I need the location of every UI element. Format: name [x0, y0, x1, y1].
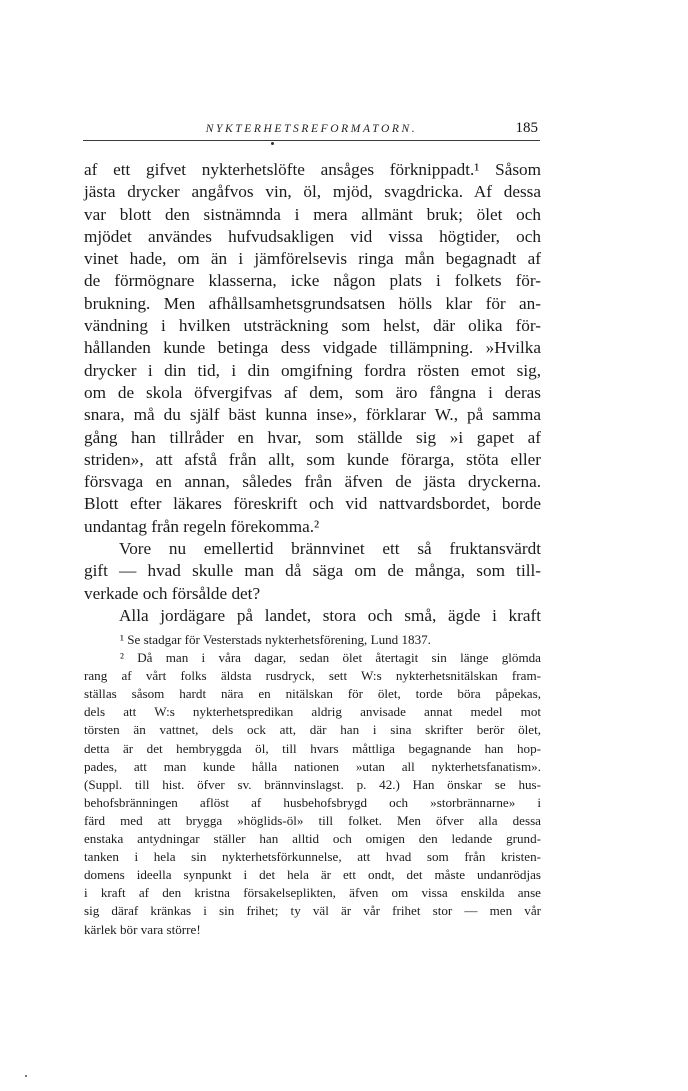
body-line: Alla jordägare på landet, stora och små, ägde i kraft	[119, 605, 541, 625]
footnote-line: pades, att man kunde hålla nationen »utan all nykterhetsfanatism».	[84, 758, 541, 774]
running-title: NYKTERHETSREFORMATORN.	[205, 123, 418, 135]
running-header	[83, 120, 540, 141]
footnote-line: törsten än vattnet, dels ock att, där han i sina skrifter berör ölet,	[84, 722, 541, 738]
body-line: om de skola öfvergifvas af dem, som äro fångna i deras	[84, 382, 541, 402]
body-line: striden», att afstå från allt, som kunde förarga, stöta eller	[84, 449, 541, 469]
footnote-line: (Suppl. till hist. öfver sv. brännvinslagst. p. 42.) Han önskar se hus-	[84, 776, 541, 792]
footnote-line: färd med att brygga »höglids-öl» till folket. Men öfver alla dessa	[84, 812, 541, 828]
body-line: Blott efter läkares föreskrift och vid nattvardsbordet, borde	[84, 494, 541, 514]
footnote-line: i kraft af den kristna försakelseplikten, äfven om vissa enskilda anse	[84, 885, 541, 901]
body-line: de förmögnare klasserna, icke någon plats i folkets för-	[84, 271, 541, 291]
page-number: 185	[515, 120, 538, 136]
scan-speck	[25, 1075, 27, 1077]
body-text	[84, 159, 541, 627]
footnote-line: rang af vårt folks äldsta rusdryck, sett W:s nykterhetsnitälskan fram-	[84, 668, 541, 684]
footnote-line: dels att W:s nykterhetspredikan aldrig anvisade annat medel mot	[84, 704, 541, 720]
footnote-line: ¹ Se stadgar för Vesterstads nykterhetsförening, Lund 1837.	[120, 632, 431, 647]
header-dot	[271, 142, 274, 145]
footnote-line: ² Då man i våra dagar, sedan ölet återtagit sin länge glömda	[120, 650, 541, 666]
body-line: gång han tillråder en hvar, som ställde sig »i gapet af	[84, 427, 541, 447]
footnote-line: enstaka antydningar ställer han alltid och omigen den ledande grund-	[84, 831, 541, 847]
body-line: försvaga en annan, således från äfven de jästa dryckerna.	[84, 472, 541, 492]
body-line: gift — hvad skulle man då säga om de många, som till-	[84, 561, 541, 581]
body-line: mjödet användes hufvudsakligen vid vissa högtider, och	[84, 226, 541, 246]
body-line: drycker i din tid, i din omgifning fordra rösten emot sig,	[84, 360, 541, 380]
body-line: vinet hade, om än i jämförelsevis ringa mån begagnadt af	[84, 249, 541, 269]
body-line: af ett gifvet nykterhetslöfte ansåges förknippadt.¹ Såsom	[84, 160, 541, 179]
body-line: brukning. Men afhållsamhetsgrundsatsen hölls klar för an-	[84, 293, 541, 313]
body-line: Vore nu emellertid brännvinet ett så fruktansvärdt	[119, 539, 541, 559]
footnote-line: behofsbränningen aflöst af husbehofsbrygd och »storbrännarne» i	[84, 794, 541, 810]
body-line: var blott den sistnämnda i mera allmänt bruk; ölet och	[84, 204, 541, 224]
footnote-line: detta är det hembryggda öl, till hvars måttliga begagnande han hop-	[84, 740, 541, 756]
body-line: undantag från regeln förekomma.²	[84, 516, 320, 536]
body-line: jästa drycker angåfvos vin, öl, mjöd, svagdricka. Af dessa	[84, 182, 541, 202]
body-line: verkade och försålde det?	[84, 583, 261, 603]
footnote-line: tanken i hela sin nykterhetsförkunnelse, att hvad som från kristen-	[84, 849, 541, 865]
body-line: hållanden kunde betinga dess vidgade tillämpning. »Hvilka	[84, 338, 541, 358]
footnote-line: domens ideella synpunkt i det hela är ett ondt, det måste undanrödjas	[84, 867, 541, 883]
footnotes	[84, 631, 541, 939]
footnote-line: kärlek bör vara större!	[84, 921, 201, 937]
body-line: vändning i hvilken utsträckning som helst, där olika för-	[84, 316, 541, 336]
footnote-line: ställas såsom hardt nära en nitälskan för ölet, torde böra påpekas,	[84, 686, 541, 702]
footnote-line: sig däraf kränkas i sin frihet; ty väl är vår frihet stor — men vår	[84, 903, 541, 919]
body-line: snara, må du själf bäst kunna inse», förklarar W., på samma	[84, 405, 541, 425]
